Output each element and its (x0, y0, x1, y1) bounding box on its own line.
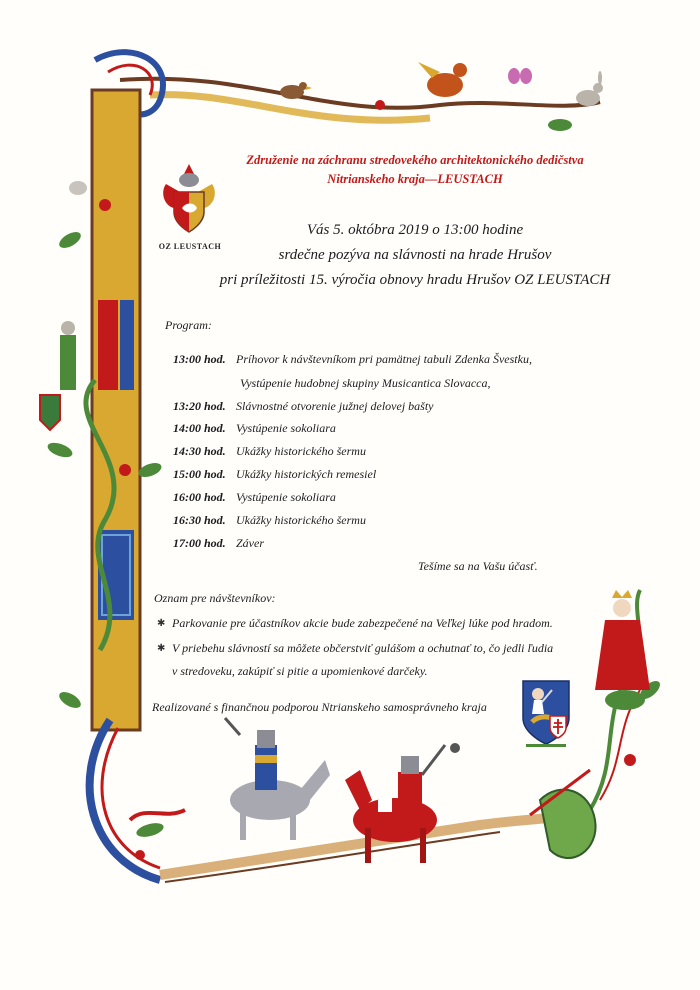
organization-name-line2: Nitrianskeho kraja—LEUSTACH (327, 172, 503, 186)
program-time: 13:00 hod. (173, 352, 226, 366)
program-activity: Ukážky historického šermu (236, 513, 366, 527)
program-activity: Ukážky historických remesiel (236, 467, 377, 481)
program-activity: Záver (236, 536, 264, 550)
leustach-logo-caption: OZ LEUSTACH (158, 242, 222, 251)
nitra-region-crest-icon (520, 678, 572, 748)
program-activity: Slávnostné otvorenie južnej delovej bašty (236, 399, 434, 413)
notice-item-continuation: v stredoveku, zakúpiť si pitie a upomienkové darčeky. (172, 664, 428, 678)
mouse-icon (69, 181, 87, 195)
funding-support-note: Realizované s finančnou podporou Ntrianskeho samosprávneho kraja (152, 700, 487, 714)
program-time: 14:00 hod. (173, 421, 226, 435)
program-time: 16:00 hod. (173, 490, 226, 504)
notice-heading: Oznam pre návštevníkov: (154, 591, 276, 605)
bullet-icon: ✱ (157, 643, 166, 654)
rabbit-icon (576, 71, 603, 106)
butterfly-icon (508, 68, 532, 84)
program-activity: Vystúpenie sokoliara (236, 421, 336, 435)
program-activity: Ukážky historického šermu (236, 444, 366, 458)
bullet-icon: ✱ (157, 618, 166, 629)
climbing-knight-icon (40, 321, 76, 430)
program-activity: Príhovor k návštevníkom pri pamätnej tabuli Zdenka Švestku, (236, 352, 532, 366)
serpent-icon (130, 810, 185, 820)
program-time: 16:30 hod. (173, 513, 226, 527)
program-time: 15:00 hod. (173, 467, 226, 481)
program-heading: Program: (165, 318, 212, 332)
griffin-icon (418, 62, 467, 97)
knight-on-grey-horse-icon (225, 718, 330, 840)
lower-left-curl (90, 720, 160, 880)
closing-greeting: Tešíme sa na Vašu účasť. (418, 559, 538, 573)
invitation-date-line: Vás 5. októbra 2019 o 13:00 hodine (306, 222, 524, 238)
notice-item: V priebehu slávností sa môžete občerstviť gulášom a ochutnať to, čo jedli ľudia (172, 641, 554, 655)
invitation-line3: pri príležitosti 15. výročia obnovy hradu Hrušov OZ LEUSTACH (219, 272, 611, 288)
program-activity-continuation: Vystúpenie hudobnej skupiny Musicantica Slovacca, (240, 376, 491, 390)
notice-item: Parkovanie pre účastníkov akcie bude zabezpečené na Veľkej lúke pod hradom. (172, 616, 553, 630)
program-time: 14:30 hod. (173, 444, 226, 458)
left-pillar (92, 90, 140, 730)
organization-name-line1: Združenie na záchranu stredovekého architektonického dedičstva (246, 153, 584, 167)
invitation-line2: srdečne pozýva na slávnosti na hrade Hrušov (278, 247, 552, 263)
program-time: 17:00 hod. (173, 536, 226, 550)
program-time: 13:20 hod. (173, 399, 226, 413)
program-activity: Vystúpenie sokoliara (236, 490, 336, 504)
